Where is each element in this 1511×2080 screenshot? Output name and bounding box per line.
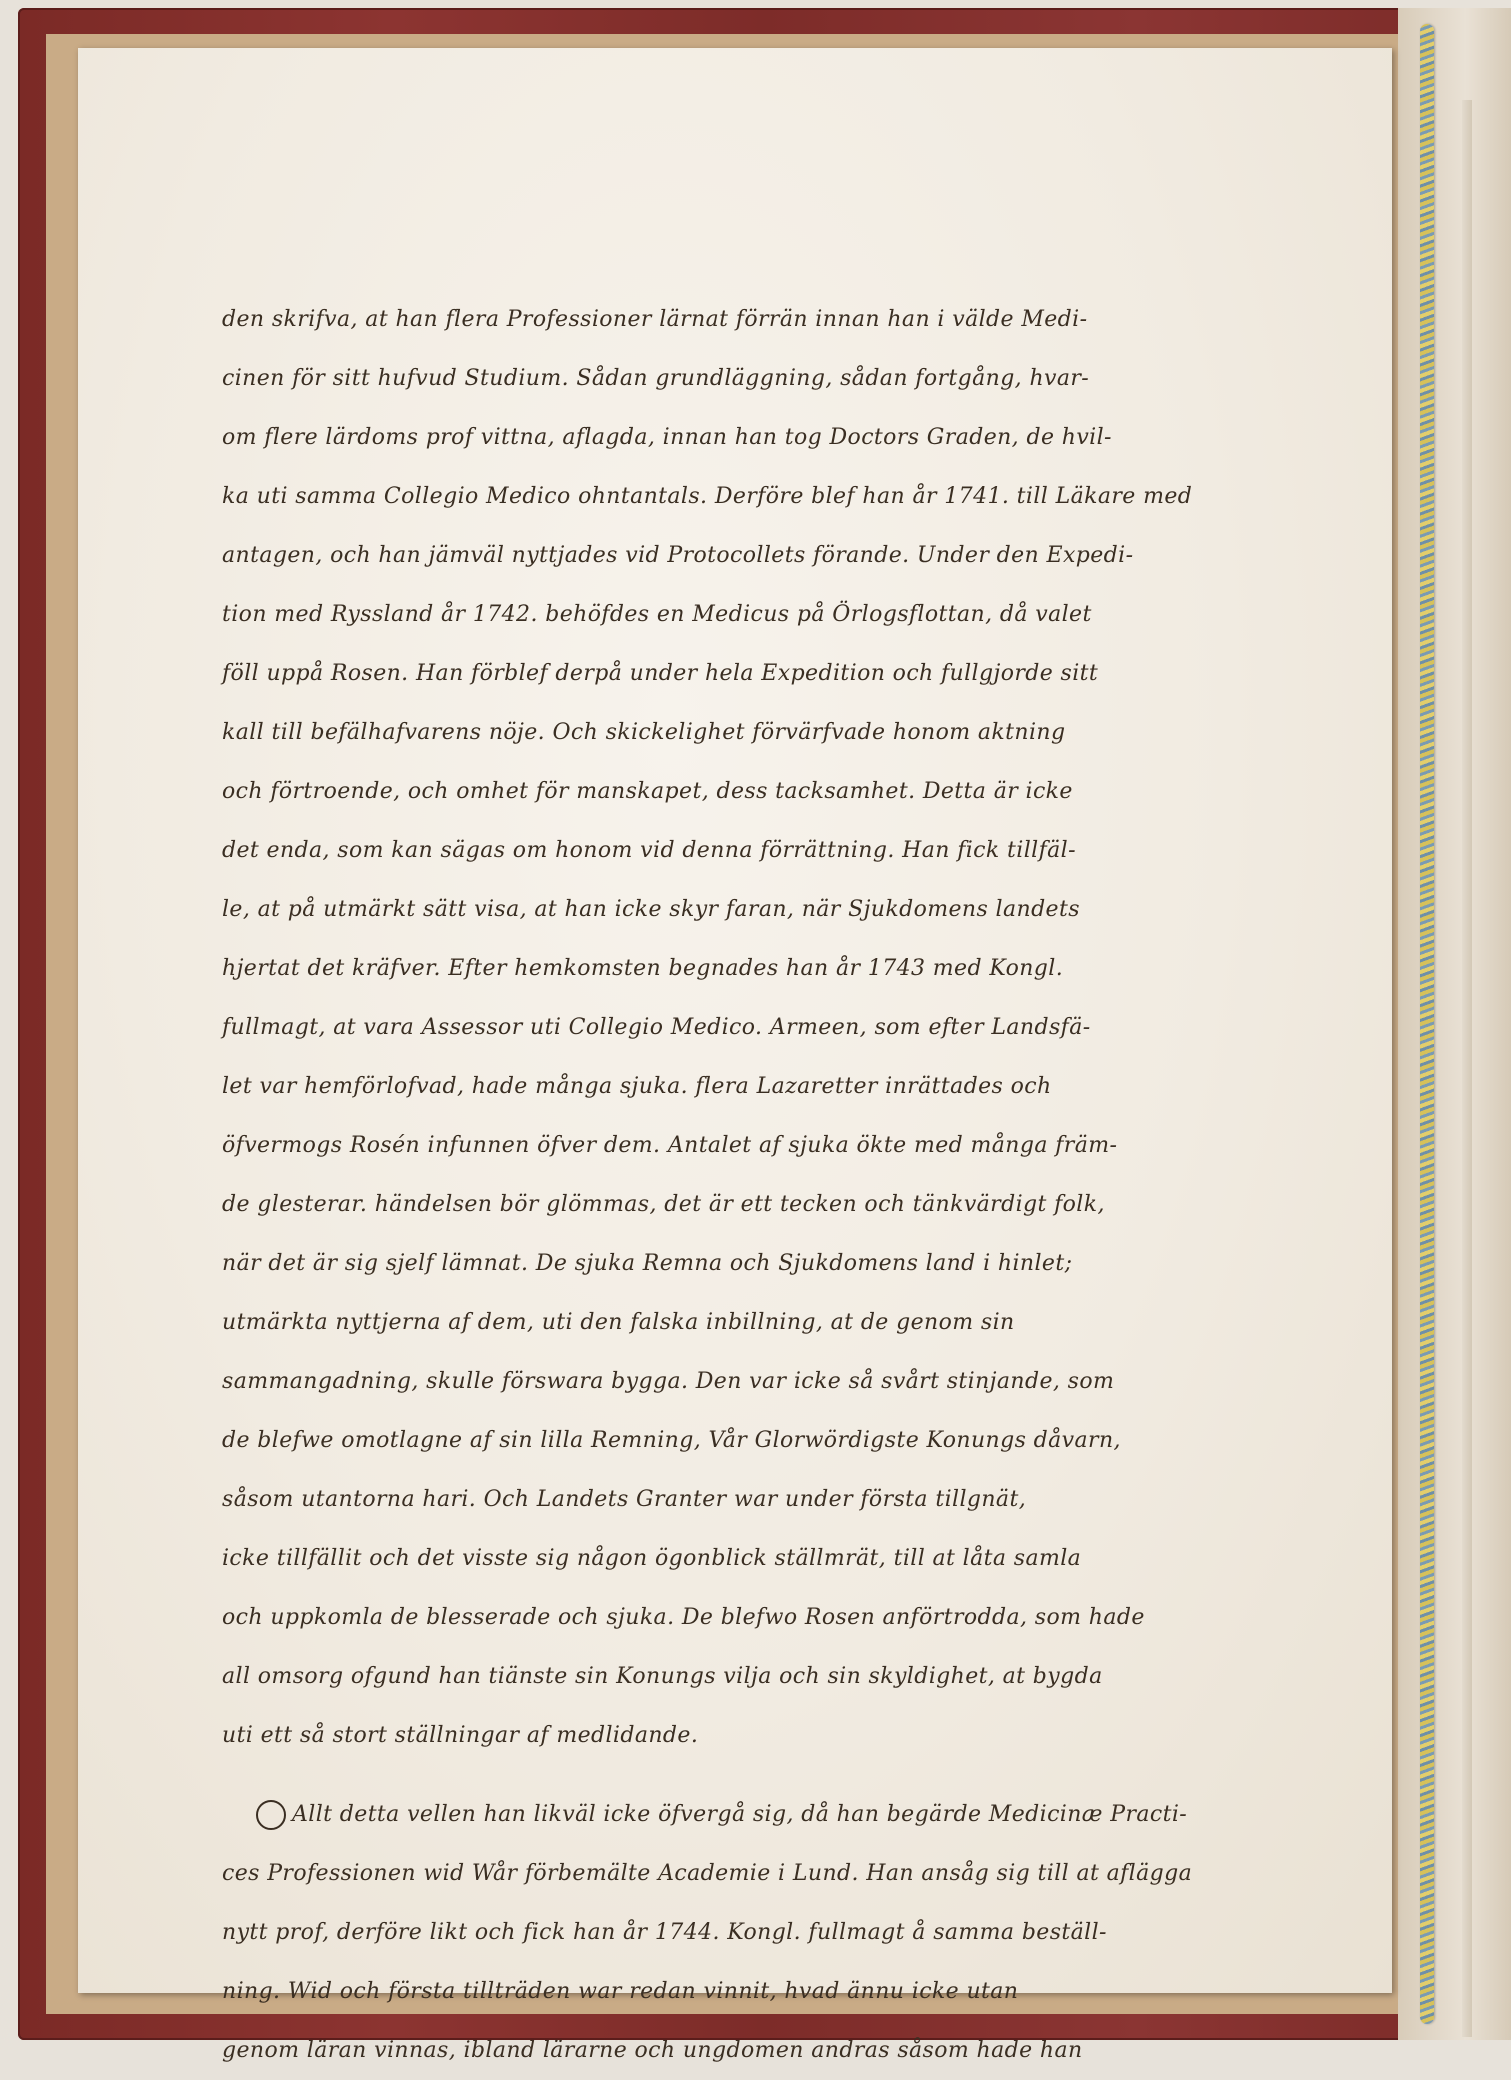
- text-line: le, at på utmärkt sätt visa, at han icke skyr faran, när Sjukdomens landets: [222, 897, 1080, 922]
- text-line: hjertat det kräfver. Efter hemkomsten begnades han år 1743 med Kongl.: [222, 956, 1064, 981]
- text-line: genom läran vinnas, ibland lärarne och ungdomen andras såsom hade han: [222, 2038, 1083, 2063]
- text-line: ning. Wid och första tillträden war redan vinnit, hvad ännu icke utan: [222, 1979, 1019, 2004]
- text-line: när det är sig sjelf lämnat. De sjuka Remna och Sjukdomens land i hinlet;: [222, 1251, 1073, 1276]
- text-line: fullmagt, at vara Assessor uti Collegio Medico. Armeen, som efter Landsfä-: [222, 1015, 1091, 1040]
- paragraph-gap: [222, 1765, 1292, 1785]
- text-line: det enda, som kan sägas om honom vid denna förrättning. Han fick tillfäl-: [222, 838, 1076, 863]
- text-line: och förtroende, och omhet för manskapet, dess tacksamhet. Detta är icke: [222, 779, 1073, 804]
- text-line: nytt prof, derföre likt och fick han år 1744. Kongl. fullmagt å samma beställ-: [222, 1920, 1107, 1945]
- text-line: öfvermogs Rosén infunnen öfver dem. Antalet af sjuka ökte med många främ-: [222, 1133, 1118, 1158]
- text-line: om flere lärdoms prof vittna, aflagda, innan han tog Doctors Graden, de hvil-: [222, 425, 1112, 450]
- text-line: sammangadning, skulle förswara bygga. Den var icke så svårt stinjande, som: [222, 1369, 1115, 1394]
- text-line: uti ett så stort ställningar af medlidande.: [222, 1723, 699, 1748]
- text-line: icke tillfällit och det visste sig någon ögonblick ställmrät, till at låta samla: [222, 1546, 1082, 1571]
- page-stack-edge: [1462, 100, 1472, 2037]
- text-line: och uppkomla de blesserade och sjuka. De blefwo Rosen anförtrodda, som hade: [222, 1605, 1145, 1630]
- text-line: de blefwe omotlagne af sin lilla Remning, Vår Glorwördigste Konungs dåvarn,: [222, 1428, 1121, 1453]
- paragraph-2: [222, 1785, 1292, 2080]
- text-line: den skrifva, at han flera Professioner lärnat förrän innan han i välde Medi-: [222, 307, 1088, 332]
- text-line: ces Professionen wid Wår förbemälte Academie i Lund. Han ansåg sig till at aflägga: [222, 1861, 1193, 1886]
- text-line: kall till befälhafvarens nöje. Och skickelighet förvärfvade honom aktning: [222, 720, 1066, 745]
- text-line: antagen, och han jämväl nyttjades vid Protocollets förande. Under den Expedi-: [222, 543, 1134, 568]
- paragraph-1: [222, 290, 1292, 1765]
- text-line: let var hemförlofvad, hade många sjuka. flera Lazaretter inrättades och: [222, 1074, 1052, 1099]
- text-line: all omsorg ofgund han tiänste sin Konungs vilja och sin skyldighet, at bygda: [222, 1664, 1103, 1689]
- paragraph-flourish-icon: [256, 1800, 286, 1830]
- text-line-content: Allt detta vellen han likväl icke öfvergå sig, då han begärde Medicinæ Practi-: [292, 1802, 1188, 1827]
- text-line: tion med Ryssland år 1742. behöfdes en Medicus på Örlogsflottan, då valet: [222, 602, 1092, 627]
- text-line: såsom utantorna hari. Och Landets Granter war under första tillgnät,: [222, 1487, 1027, 1512]
- manuscript-text: [222, 290, 1292, 2080]
- text-line: ka uti samma Collegio Medico ohntantals. Derföre blef han år 1741. till Läkare med: [222, 484, 1193, 509]
- text-line: [222, 1785, 1292, 1844]
- text-line: utmärkta nyttjerna af dem, uti den falska inbillning, at de genom sin: [222, 1310, 1015, 1335]
- text-line: de glesterar. händelsen bör glömmas, det är ett tecken och tänkvärdigt folk,: [222, 1192, 1105, 1217]
- facing-page-edge: [1398, 8, 1511, 2040]
- bookmark-cord: [1420, 24, 1434, 2024]
- text-line: cinen för sitt hufvud Studium. Sådan grundläggning, sådan fortgång, hvar-: [222, 366, 1090, 391]
- text-line: föll uppå Rosen. Han förblef derpå under hela Expedition och fullgjorde sitt: [222, 661, 1099, 686]
